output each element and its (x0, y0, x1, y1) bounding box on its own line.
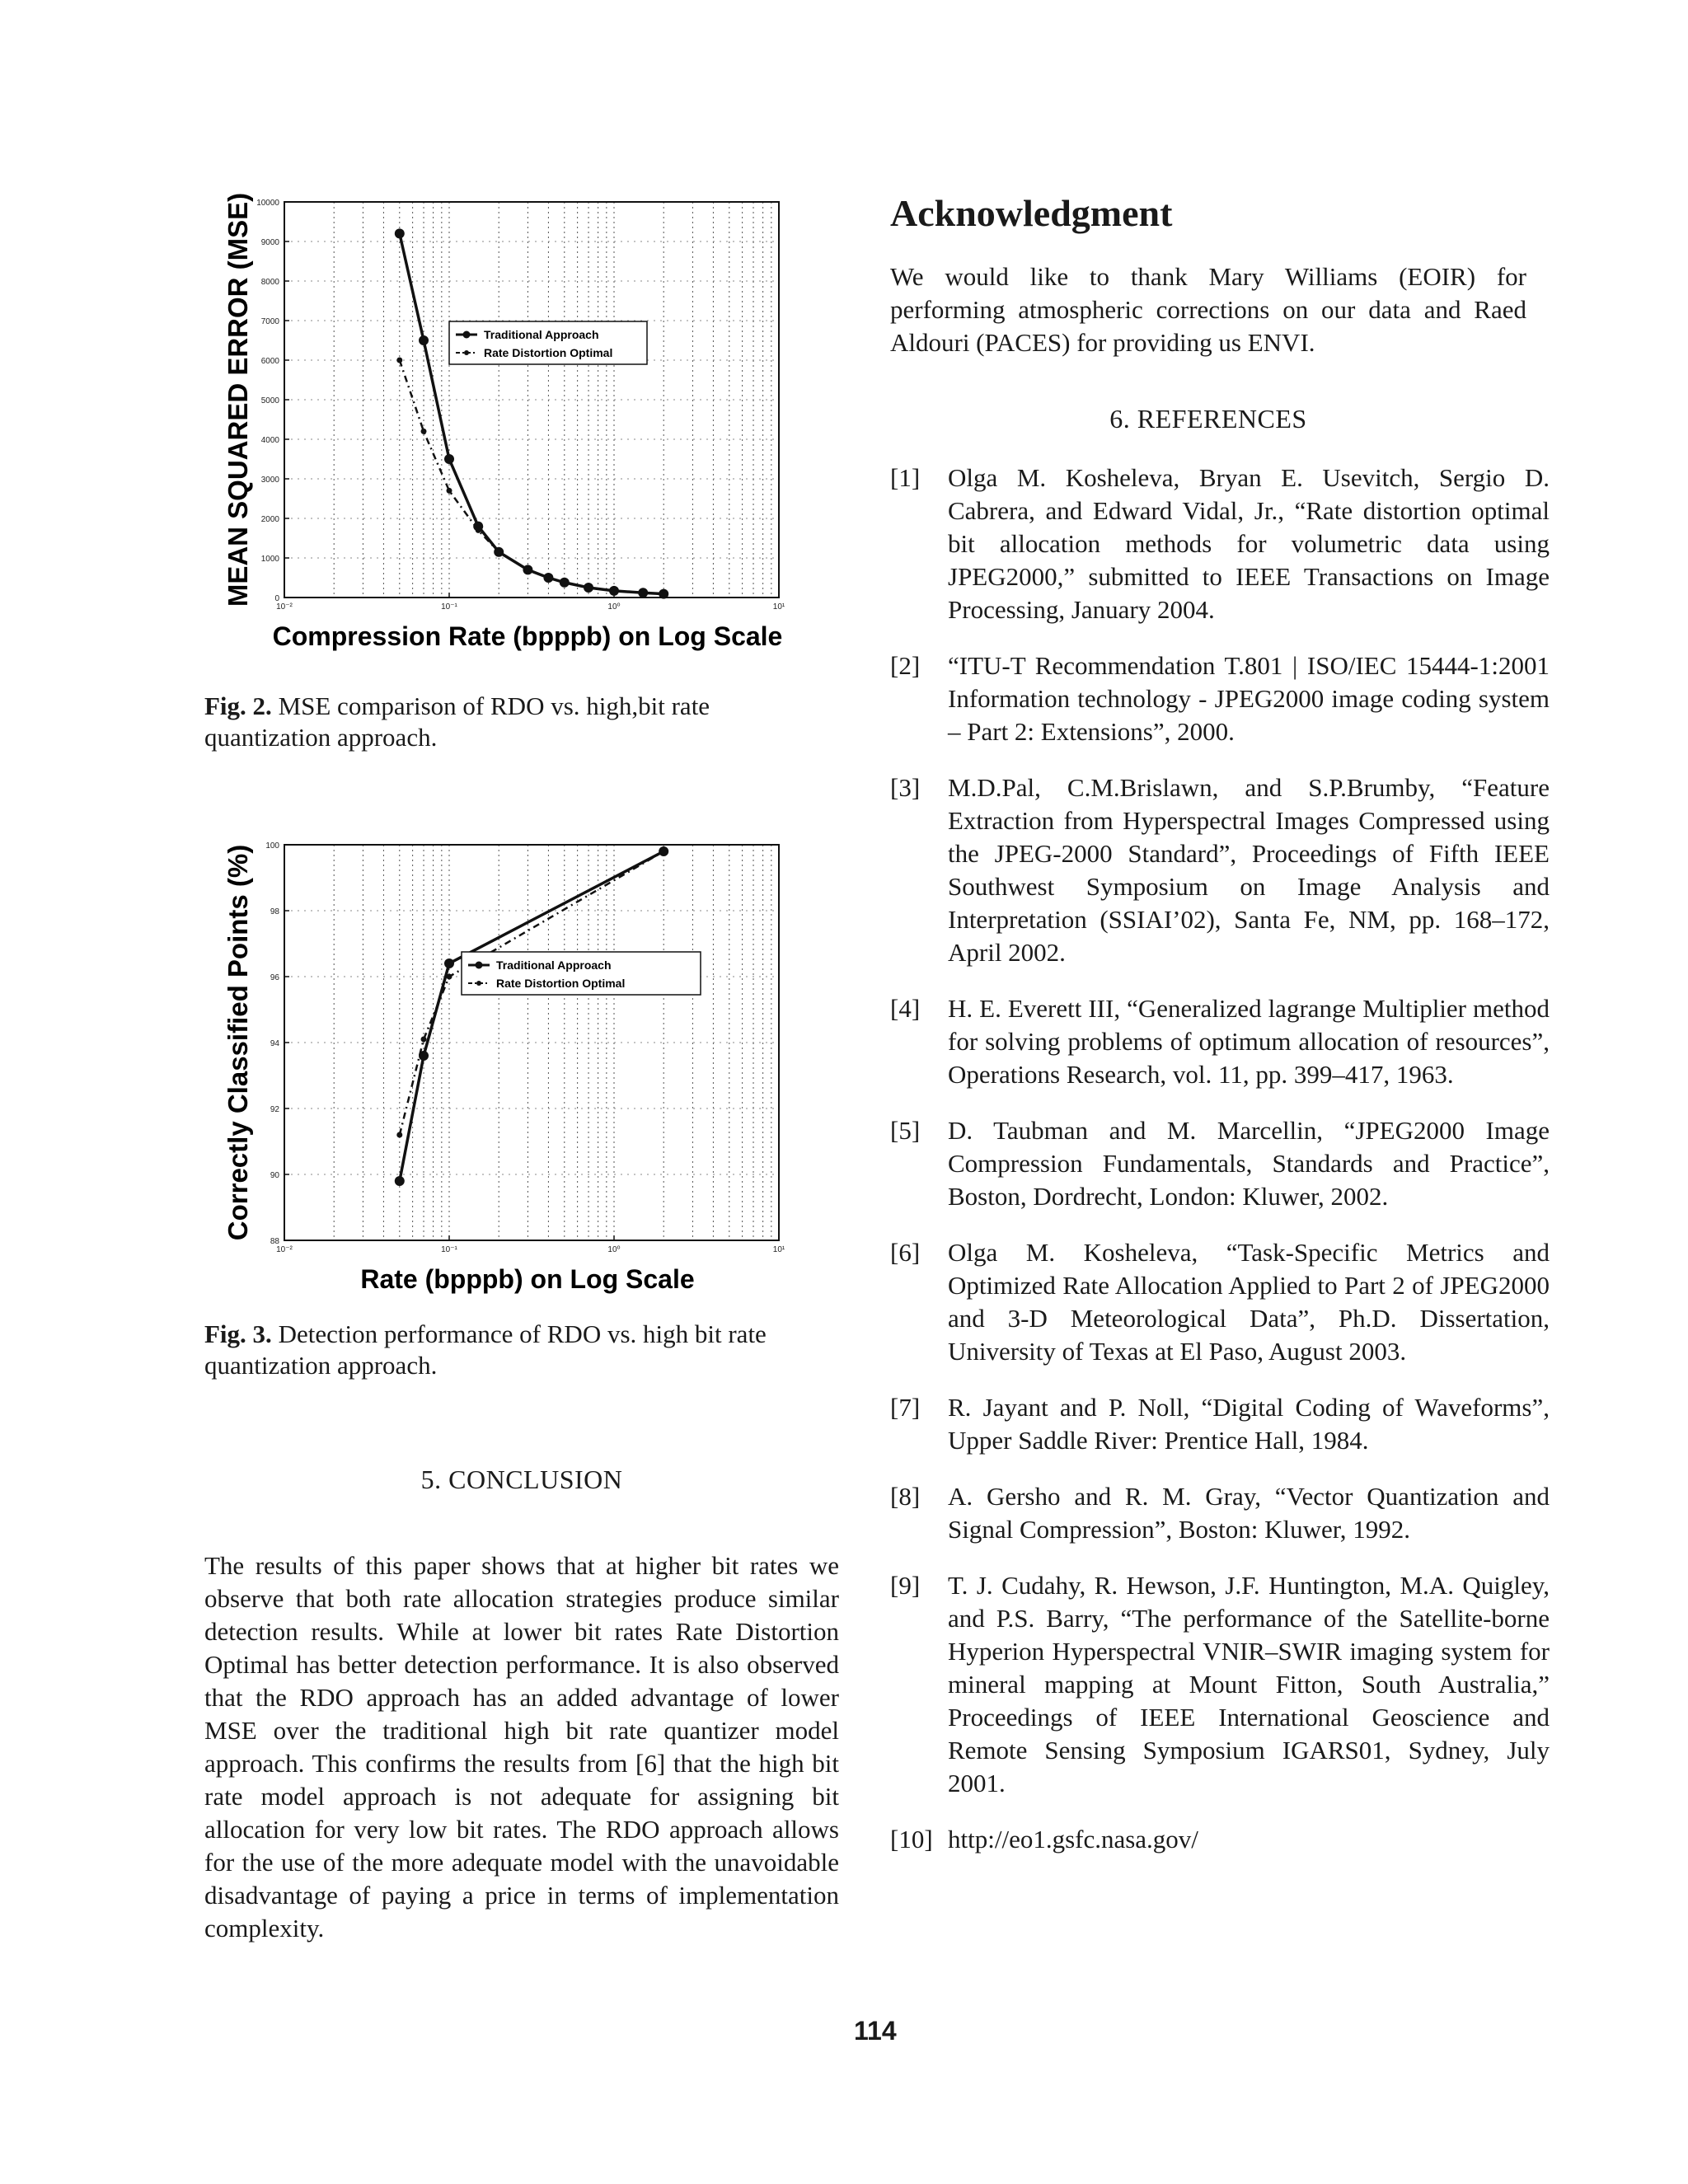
legend-label: Traditional Approach (484, 328, 599, 341)
x-axis-label: Compression Rate (bpppb) on Log Scale (272, 621, 783, 651)
series-rdo-point (561, 579, 567, 585)
series-rdo-point (421, 429, 427, 434)
reference-text: Olga M. Kosheleva, Bryan E. Usevitch, Sergio D. Cabrera, and Edward Vidal, Jr., “Rate distortion optimal bit allocation methods for volumetric data using JPEG2000,” submitted to IEEE Transactions on Image Processing, January 2004. (948, 463, 1550, 624)
x-tick-label: 10⁰ (607, 602, 621, 612)
legend-swatch-marker (463, 331, 471, 339)
y-tick-label: 98 (270, 907, 279, 916)
reference-item (890, 1823, 1550, 1856)
figure-2-chart (214, 190, 824, 659)
y-tick-label: 4000 (260, 436, 279, 445)
y-tick-label: 1000 (260, 555, 279, 564)
reference-item (890, 1236, 1550, 1368)
reference-number: [1] (890, 463, 921, 492)
y-tick-label: 7000 (260, 317, 279, 326)
series-rdo-line (400, 360, 663, 594)
conclusion-heading: 5. CONCLUSION (420, 1465, 623, 1494)
series-rdo-point (396, 1132, 402, 1138)
y-tick-label: 6000 (260, 357, 279, 366)
series-rdo-point (447, 488, 452, 494)
reference-number: [9] (890, 1571, 921, 1600)
legend-swatch-marker (476, 962, 483, 969)
figure-3-caption (204, 1319, 839, 1381)
reference-text: D. Taubman and M. Marcellin, “JPEG2000 Image Compression Fundamentals, Standards and Practice”, Boston, Dordrecht, London: Kluwer, 2002. (948, 1116, 1550, 1211)
series-rdo-point (612, 588, 617, 593)
reference-text: T. J. Cudahy, R. Hewson, J.F. Huntington, M.A. Quigley, and P.S. Barry, “The performance of the Satellite-borne Hyperion Hyperspectral VNIR–SWIR imaging system for mineral mapping at Mount Fitton, South Australia,” Proceedings of IEEE International Geoscience and Remote Sensing Symposium IGARS01, Sydney, July 2001. (948, 1571, 1550, 1797)
figure-2-caption-label: Fig. 2. (204, 691, 272, 720)
y-tick-label: 9000 (260, 238, 279, 247)
y-tick-label: 3000 (260, 476, 279, 485)
y-tick-label: 8000 (260, 278, 279, 287)
conclusion-text: The results of this paper shows that at higher bit rates we observe that both rate allocation strategies produce similar detection results. While at lower bit rates Rate Distortion Optimal has better detection performance. It is also observed that the RDO approach has an added advantage of lower MSE over the traditional high bit rate quantizer model approach. This confirms the results from [6] that the high bit rate model approach is not adequate for assigning bit allocation for very low bit rates. The RDO approach allows for the use of the more adequate model with the unavoidable disadvantage of paying a price in terms of implementation complexity. (204, 1551, 839, 1943)
x-tick-label: 10⁻¹ (441, 602, 457, 612)
reference-number: [7] (890, 1393, 921, 1422)
series-rdo-point (396, 358, 402, 363)
figure-2 (214, 190, 824, 659)
y-axis-label: MEAN SQUARED ERROR (MSE) (223, 192, 253, 607)
legend-swatch-marker (464, 350, 469, 355)
legend-label: Rate Distortion Optimal (496, 977, 626, 990)
series-traditional-line (400, 851, 663, 1181)
series-rdo-point (640, 590, 646, 596)
x-tick-label: 10⁻² (276, 602, 293, 612)
y-tick-label: 2000 (260, 515, 279, 524)
series-rdo-point (586, 585, 592, 591)
y-tick-label: 10000 (256, 199, 279, 208)
series-traditional-line (400, 233, 663, 593)
reference-number: [5] (890, 1116, 921, 1145)
legend-swatch-marker (476, 981, 481, 986)
x-tick-label: 10⁻¹ (441, 1245, 457, 1254)
x-tick-label: 10¹ (772, 602, 785, 612)
legend (462, 952, 701, 995)
y-tick-label: 88 (270, 1237, 279, 1246)
series-rdo-point (546, 575, 551, 581)
series-traditional-point (444, 454, 454, 464)
y-tick-label: 94 (270, 1039, 279, 1048)
series-rdo-point (661, 591, 667, 597)
series-rdo-point (496, 549, 502, 555)
reference-item (890, 992, 1550, 1091)
reference-number: [8] (890, 1482, 921, 1511)
figure-3-caption-label: Fig. 3. (204, 1319, 272, 1348)
reference-item (890, 1391, 1550, 1457)
legend (449, 321, 647, 364)
series-traditional-point (395, 228, 405, 238)
figure-3-chart (214, 832, 824, 1302)
reference-text[interactable]: http://eo1.gsfc.nasa.gov/ (948, 1825, 1198, 1854)
reference-text: “ITU-T Recommendation T.801 | ISO/IEC 15444-1:2001 Information technology - JPEG2000 image coding system – Part 2: Extensions”, 2000. (948, 651, 1550, 746)
reference-number: [10] (890, 1825, 933, 1854)
reference-number: [6] (890, 1238, 921, 1267)
series-rdo-point (421, 1037, 427, 1043)
legend-label: Rate Distortion Optimal (484, 346, 613, 359)
y-tick-label: 5000 (260, 396, 279, 405)
reference-number: [3] (890, 773, 921, 802)
y-tick-label: 90 (270, 1171, 279, 1180)
x-axis-label: Rate (bpppb) on Log Scale (360, 1264, 695, 1294)
acknowledgment-title: Acknowledgment (890, 192, 1173, 234)
x-tick-label: 10⁰ (607, 1245, 621, 1254)
x-tick-label: 10⁻² (276, 1245, 293, 1254)
figure-3 (214, 832, 824, 1302)
reference-item (890, 1114, 1550, 1213)
reference-item (890, 462, 1550, 626)
reference-number: [2] (890, 651, 921, 680)
reference-item (890, 1480, 1550, 1546)
acknowledgment-text: We would like to thank Mary Williams (EOIR) for performing atmospheric corrections on our data and Raed Aldouri (PACES) for providing us ENVI. (890, 262, 1526, 357)
page-number: 114 (854, 2016, 897, 2046)
series-traditional-point (395, 1176, 405, 1186)
series-rdo-point (661, 849, 667, 855)
series-rdo-point (447, 974, 452, 980)
reference-item (890, 649, 1550, 748)
y-tick-label: 96 (270, 973, 279, 982)
figure-2-caption-text: MSE comparison of RDO vs. high,bit rate quantization approach. (204, 691, 710, 752)
reference-number: [4] (890, 994, 921, 1023)
references-list (890, 462, 1550, 1879)
legend-label: Traditional Approach (496, 958, 612, 972)
y-tick-label: 0 (274, 594, 279, 603)
reference-text: Olga M. Kosheleva, “Task-Specific Metrics and Optimized Rate Allocation Applied to Part 2 of JPEG2000 and 3-D Meteorological Data”, Ph.D. Dissertation, University of Texas at El Paso, August 2003. (948, 1238, 1550, 1366)
series-traditional-point (444, 958, 454, 968)
figure-3-caption-text: Detection performance of RDO vs. high bit rate quantization approach. (204, 1319, 767, 1380)
figure-2-caption (204, 691, 839, 753)
series-rdo-point (525, 567, 531, 573)
reference-text: R. Jayant and P. Noll, “Digital Coding of Waveforms”, Upper Saddle River: Prentice Hall, 1984. (948, 1393, 1550, 1455)
reference-text: M.D.Pal, C.M.Brislawn, and S.P.Brumby, “Feature Extraction from Hyperspectral Images Compressed using the JPEG-2000 Standard”, Proceedings of Fifth IEEE Southwest Symposium on Image Analysis and Interpretation (SSIAI’02), Santa Fe, NM, pp. 168–172, April 2002. (948, 773, 1550, 967)
references-heading: 6. REFERENCES (1109, 404, 1307, 434)
y-axis-label: Correctly Classified Points (%) (223, 844, 253, 1241)
x-tick-label: 10¹ (772, 1245, 785, 1254)
y-tick-label: 100 (265, 841, 279, 851)
reference-text: A. Gersho and R. M. Gray, “Vector Quantization and Signal Compression”, Boston: Kluwer, 1992. (948, 1482, 1550, 1544)
series-traditional-point (419, 335, 429, 345)
reference-item (890, 771, 1550, 969)
series-rdo-point (476, 527, 481, 533)
y-tick-label: 92 (270, 1105, 279, 1114)
reference-item (890, 1569, 1550, 1800)
reference-text: H. E. Everett III, “Generalized lagrange Multiplier method for solving problems of optimum allocation of resources”, Operations Research, vol. 11, pp. 399–417, 1963. (948, 994, 1550, 1089)
